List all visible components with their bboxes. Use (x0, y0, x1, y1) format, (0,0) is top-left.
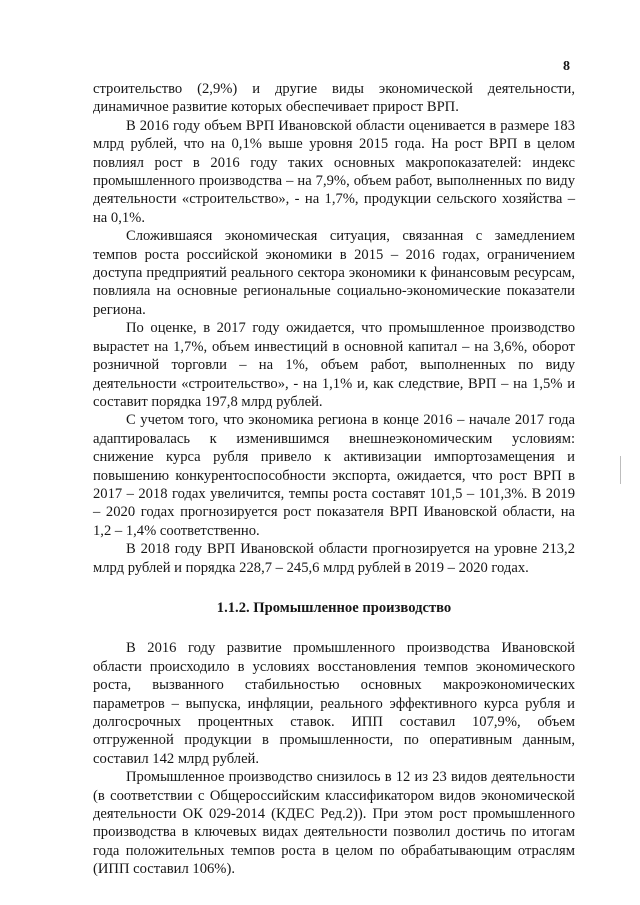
section-title: 1.1.2. Промышленное производство (216, 599, 452, 616)
document-body (93, 80, 575, 879)
paragraph-2017-2020-forecast: С учетом того, что экономика региона в конце 2016 – начале 2017 года адаптировалась к изменившимся внешнеэкономическим условиям: снижение курса рубля привело к активизации импортозамещения и повышению конкурентоспособности экспорта, ожидается, что рост ВРП в 2017 – 2018 годах увеличится, темпы роста составят 101,5 – 101,3%. В 2019 – 2020 годах прогнозируется рост показателя ВРП Ивановской области, на 1,2 – 1,4% соответственно. (93, 412, 575, 539)
paragraph-2017-estimate: По оценке, в 2017 году ожидается, что промышленное производство вырастет на 1,7%, объем инвестиций в основной капитал – на 3,6%, оборот розничной торговли – на 1%, объем работ, выполненных по виду деятельности «строительство», - на 1,1% и, как следствие, ВРП – на 1,5% и составит порядка 197,8 млрд рублей. (93, 320, 575, 410)
paragraph-industry-decline: Промышленное производство снизилось в 12 из 23 видов деятельности (в соответствии с Общероссийским классификатором видов экономической деятельности ОК 029-2014 (КДЕС Ред.2)). При этом рост промышленного производства в ключевых видах деятельности позволил достичь по итогам года положительных темпов роста в целом по обрабатывающим отраслям (ИПП составил 106%). (93, 769, 575, 878)
paragraph-grp-2016: В 2016 году объем ВРП Ивановской области оценивается в размере 183 млрд рублей, что на 0,1% выше уровня 2015 года. На рост ВРП в целом повлиял рост в 2016 году таких основных макропоказателей: индекс промышленного производства – на 7,9%, объем работ, выполненных по виду деятельности «строительство», - на 1,7%, продукции сельского хозяйства – на 0,1%. (93, 117, 575, 226)
scan-artifact-line (620, 456, 621, 484)
paragraph-continuation: строительство (2,9%) и другие виды экономической деятельности, динамичное развитие которых обеспечивает прирост ВРП. (93, 81, 575, 116)
paragraph-industry-2016: В 2016 году развитие промышленного производства Ивановской области происходило в условиях восстановления темпов экономического роста, вызванного стабильностью основных макроэкономических параметров – выпуска, инфляции, реального эффективного курса рубля и долгосрочных процентных ставок. ИПП составил 107,9%, объем отгруженной продукции в промышленности, по оперативным данным, составил 142 млрд рублей. (93, 640, 575, 767)
paragraph-economic-situation: Сложившаяся экономическая ситуация, связанная с замедлением темпов роста российской экономики в 2015 – 2016 годах, ограничением доступа предприятий реального сектора экономики к финансовым ресурсам, повлияла на основные региональные социально-экономические показатели региона. (93, 228, 575, 318)
page-number: 8 (563, 59, 570, 74)
paragraph-2018-grp: В 2018 году ВРП Ивановской области прогнозируется на уровне 213,2 млрд рублей и порядка 228,7 – 245,6 млрд рублей в 2019 – 2020 годах. (93, 541, 575, 576)
